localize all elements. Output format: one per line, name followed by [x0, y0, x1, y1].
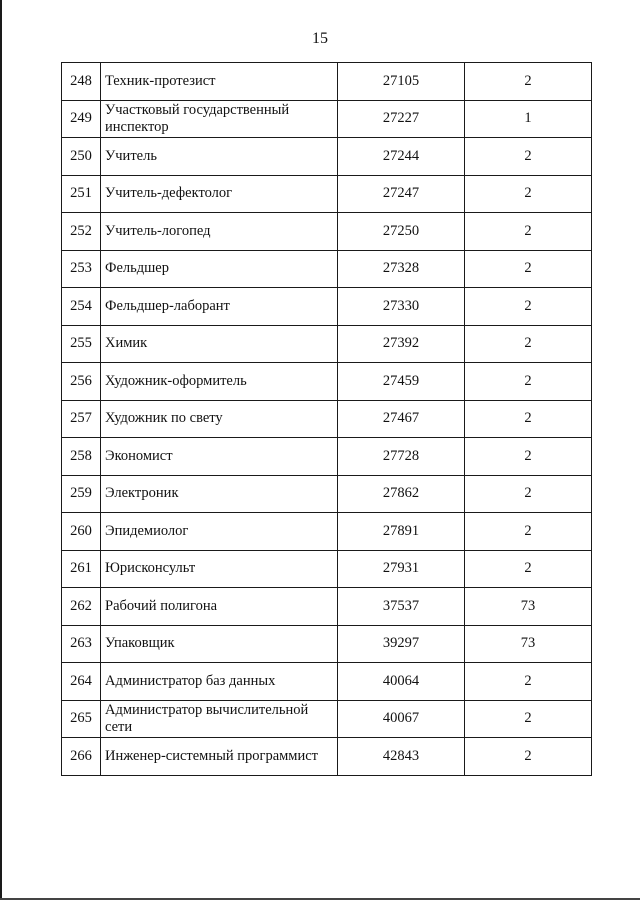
table-row: [62, 625, 592, 663]
table-row: [62, 138, 592, 176]
row-number-cell: 266: [62, 738, 101, 776]
profession-name-cell: Фельдшер: [101, 250, 338, 288]
profession-name-cell: Учитель-дефектолог: [101, 175, 338, 213]
value-cell: 2: [465, 213, 592, 251]
table-row: [62, 175, 592, 213]
profession-code-cell: 27250: [338, 213, 465, 251]
value-cell: 2: [465, 63, 592, 101]
row-number-cell: 263: [62, 625, 101, 663]
profession-code-cell: 27931: [338, 550, 465, 588]
profession-code-cell: 27891: [338, 513, 465, 551]
table-row: [62, 63, 592, 101]
value-cell: 2: [465, 438, 592, 476]
profession-name-cell: Художник по свету: [101, 400, 338, 438]
row-number-cell: 254: [62, 288, 101, 326]
profession-code-cell: 27247: [338, 175, 465, 213]
row-number-cell: 262: [62, 588, 101, 626]
table-row: [62, 363, 592, 401]
profession-code-cell: 27392: [338, 325, 465, 363]
profession-name-cell: Учитель: [101, 138, 338, 176]
profession-name-cell: Фельдшер-лаборант: [101, 288, 338, 326]
value-cell: 73: [465, 588, 592, 626]
profession-code-cell: 27330: [338, 288, 465, 326]
profession-name-cell: Администратор баз данных: [101, 663, 338, 701]
page-number: 15: [312, 30, 328, 47]
scan-edge-left: [0, 0, 2, 900]
profession-code-cell: 27105: [338, 63, 465, 101]
profession-code-cell: 27467: [338, 400, 465, 438]
table-row: [62, 288, 592, 326]
profession-name-cell: Юрисконсульт: [101, 550, 338, 588]
table-row: [62, 325, 592, 363]
row-number-cell: 257: [62, 400, 101, 438]
value-cell: 73: [465, 625, 592, 663]
profession-name-cell: Техник-протезист: [101, 63, 338, 101]
profession-name-cell: Экономист: [101, 438, 338, 476]
profession-name-cell: Эпидемиолог: [101, 513, 338, 551]
value-cell: 2: [465, 288, 592, 326]
row-number-cell: 251: [62, 175, 101, 213]
row-number-cell: 248: [62, 63, 101, 101]
profession-code-cell: 42843: [338, 738, 465, 776]
value-cell: 2: [465, 700, 592, 738]
profession-name-cell: Учитель-логопед: [101, 213, 338, 251]
row-number-cell: 264: [62, 663, 101, 701]
profession-code-cell: 37537: [338, 588, 465, 626]
value-cell: 2: [465, 325, 592, 363]
row-number-cell: 255: [62, 325, 101, 363]
value-cell: 2: [465, 738, 592, 776]
value-cell: 2: [465, 250, 592, 288]
table-row: [62, 550, 592, 588]
row-number-cell: 256: [62, 363, 101, 401]
row-number-cell: 252: [62, 213, 101, 251]
value-cell: 2: [465, 475, 592, 513]
table-row: [62, 588, 592, 626]
row-number-cell: 258: [62, 438, 101, 476]
row-number-cell: 253: [62, 250, 101, 288]
value-cell: 2: [465, 513, 592, 551]
value-cell: 2: [465, 550, 592, 588]
profession-name-cell: Электроник: [101, 475, 338, 513]
profession-code-cell: 40064: [338, 663, 465, 701]
row-number-cell: 265: [62, 700, 101, 738]
profession-code-cell: 27728: [338, 438, 465, 476]
profession-name-cell: Упаковщик: [101, 625, 338, 663]
row-number-cell: 259: [62, 475, 101, 513]
profession-code-cell: 27227: [338, 100, 465, 138]
table-row: [62, 250, 592, 288]
table-row: [62, 700, 592, 738]
profession-name-cell: Художник-оформитель: [101, 363, 338, 401]
profession-code-cell: 27459: [338, 363, 465, 401]
row-number-cell: 250: [62, 138, 101, 176]
table-row: [62, 438, 592, 476]
value-cell: 2: [465, 663, 592, 701]
row-number-cell: 260: [62, 513, 101, 551]
profession-name-cell: Инженер-системный программист: [101, 738, 338, 776]
profession-name-cell: Администратор вычислительной сети: [101, 700, 338, 738]
table-row: [62, 100, 592, 138]
value-cell: 2: [465, 363, 592, 401]
value-cell: 1: [465, 100, 592, 138]
table-row: [62, 663, 592, 701]
profession-name-cell: Участковый государственный инспектор: [101, 100, 338, 138]
profession-table: [61, 62, 592, 776]
row-number-cell: 249: [62, 100, 101, 138]
profession-name-cell: Рабочий полигона: [101, 588, 338, 626]
profession-code-cell: 27244: [338, 138, 465, 176]
profession-code-cell: 39297: [338, 625, 465, 663]
value-cell: 2: [465, 400, 592, 438]
row-number-cell: 261: [62, 550, 101, 588]
table-row: [62, 400, 592, 438]
profession-code-cell: 27862: [338, 475, 465, 513]
value-cell: 2: [465, 175, 592, 213]
profession-name-cell: Химик: [101, 325, 338, 363]
profession-table-body: [62, 63, 592, 776]
table-row: [62, 513, 592, 551]
profession-code-cell: 27328: [338, 250, 465, 288]
table-row: [62, 213, 592, 251]
profession-code-cell: 40067: [338, 700, 465, 738]
table-row: [62, 738, 592, 776]
value-cell: 2: [465, 138, 592, 176]
table-row: [62, 475, 592, 513]
